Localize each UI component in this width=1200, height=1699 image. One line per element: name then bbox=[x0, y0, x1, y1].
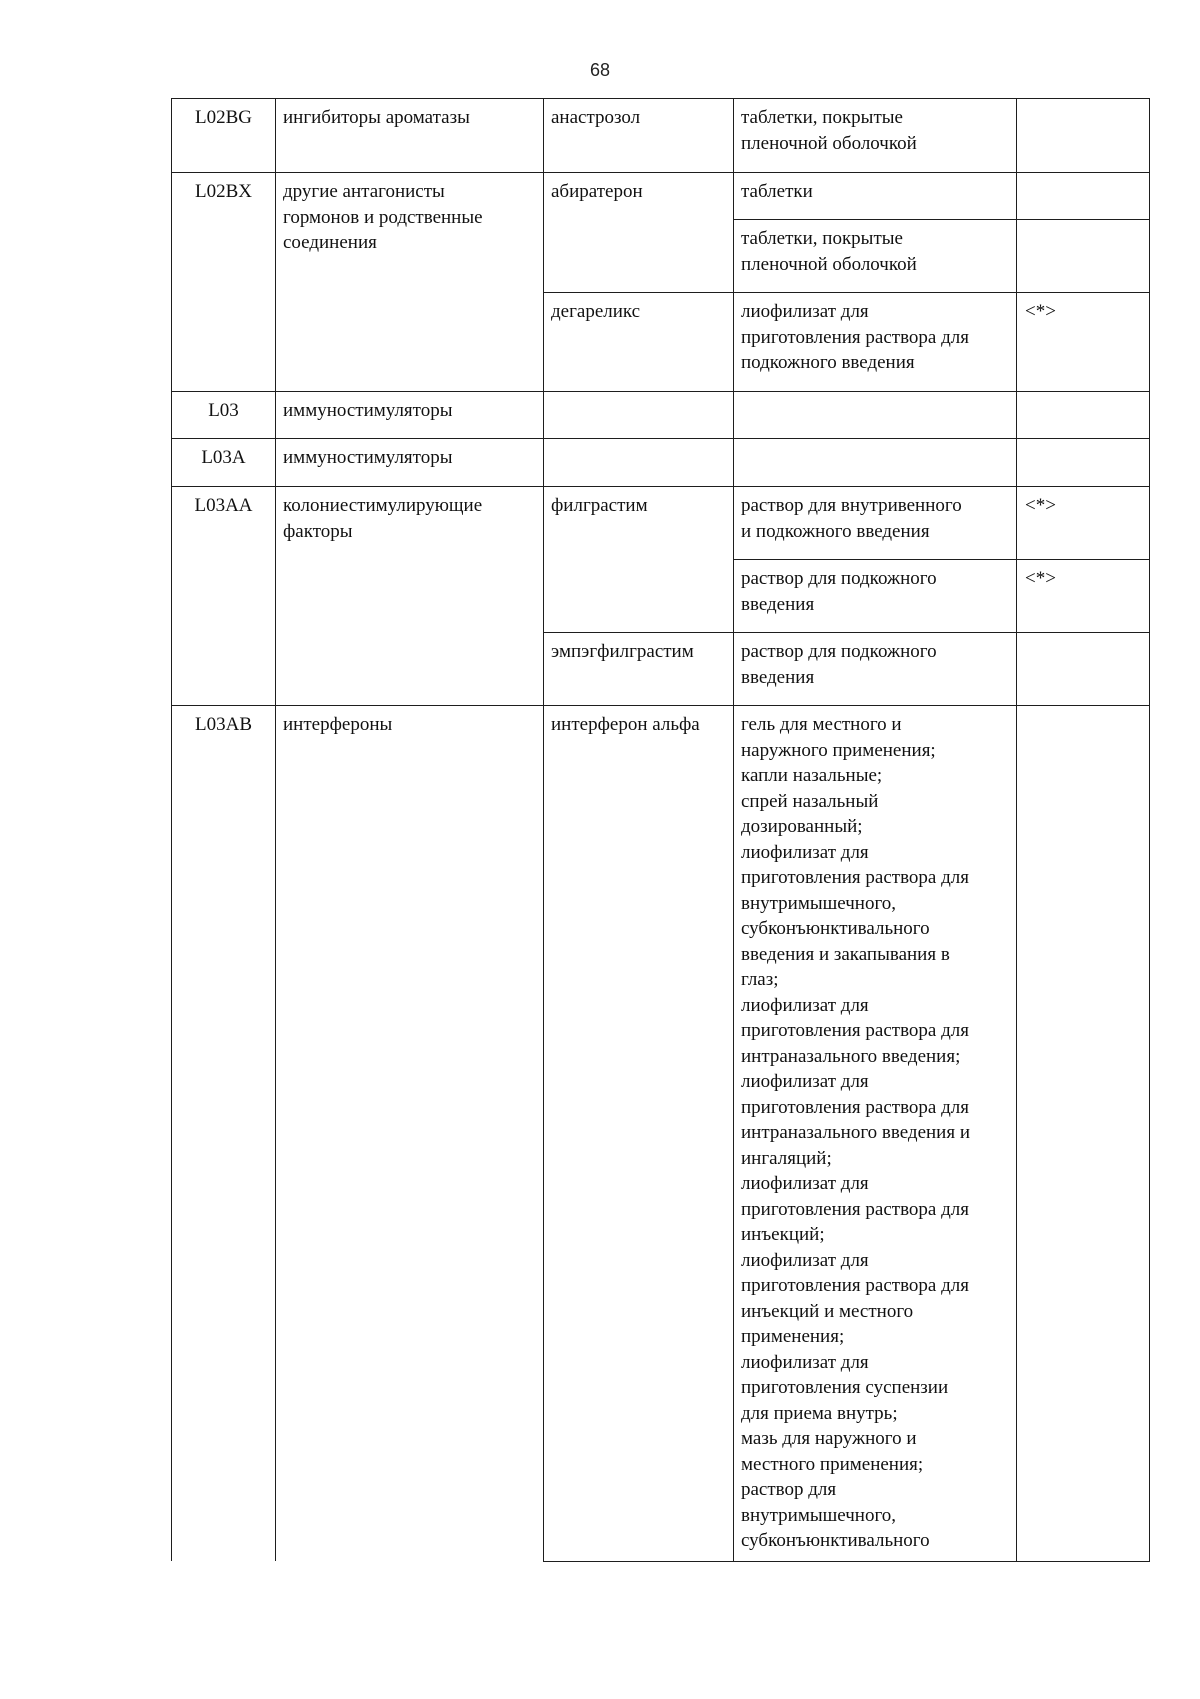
dosage-form: таблетки bbox=[734, 173, 1017, 220]
table-row bbox=[172, 487, 1150, 560]
dosage-form: таблетки, покрытые пленочной оболочкой bbox=[734, 220, 1017, 293]
atc-code: L03 bbox=[172, 392, 276, 439]
group-name: иммуностимуляторы bbox=[276, 439, 544, 487]
dosage-form: раствор для подкожного введения bbox=[734, 560, 1017, 633]
table-row bbox=[172, 439, 1150, 487]
group-name: интерфероны bbox=[276, 706, 544, 1562]
group-name: колониестимулирующие факторы bbox=[276, 487, 544, 706]
group-name: другие антагонисты гормонов и родственные соединения bbox=[276, 173, 544, 392]
atc-code: L03AA bbox=[172, 487, 276, 706]
note bbox=[1017, 706, 1150, 1562]
drug-name: абиратерон bbox=[544, 173, 734, 293]
note: <*> bbox=[1017, 560, 1150, 633]
dosage-form: гель для местного и наружного применения; капли назальные; спрей назальный дозированный; лиофилизат для приготовления раствора для внутримышечного, субконъюнктивального введения и закапывания в глаз; лиофилизат для приготовления раствора для интраназального введения; лиофилизат для приготовления раствора для интраназального введения и ингаляций; лиофилизат для приготовления раствора для инъекций; лиофилизат для приготовления раствора для инъекций и местного применения; лиофилизат для приготовления суспензии для приема внутрь; мазь для наружного и местного применения; раствор для внутримышечного, субконъюнктивального bbox=[734, 706, 1017, 1562]
atc-code: L03AB bbox=[172, 706, 276, 1562]
dosage-form: раствор для подкожного введения bbox=[734, 633, 1017, 706]
drug-name bbox=[544, 392, 734, 439]
note bbox=[1017, 220, 1150, 293]
note bbox=[1017, 392, 1150, 439]
note bbox=[1017, 99, 1150, 173]
table-row bbox=[172, 99, 1150, 173]
dosage-form bbox=[734, 439, 1017, 487]
atc-code: L03A bbox=[172, 439, 276, 487]
drug-name: дегареликс bbox=[544, 293, 734, 392]
group-name: ингибиторы ароматазы bbox=[276, 99, 544, 173]
note: <*> bbox=[1017, 293, 1150, 392]
note bbox=[1017, 173, 1150, 220]
note bbox=[1017, 633, 1150, 706]
drug-name: интерферон альфа bbox=[544, 706, 734, 1562]
table-row bbox=[172, 173, 1150, 220]
page-number: 68 bbox=[589, 60, 611, 80]
atc-code: L02BG bbox=[172, 99, 276, 173]
dosage-form: таблетки, покрытые пленочной оболочкой bbox=[734, 99, 1017, 173]
note bbox=[1017, 439, 1150, 487]
drug-name: филграстим bbox=[544, 487, 734, 633]
note: <*> bbox=[1017, 487, 1150, 560]
table-row bbox=[172, 392, 1150, 439]
drug-list-table bbox=[171, 98, 1150, 1562]
drug-name: эмпэгфилграстим bbox=[544, 633, 734, 706]
atc-code: L02BX bbox=[172, 173, 276, 392]
dosage-form: раствор для внутривенного и подкожного введения bbox=[734, 487, 1017, 560]
drug-name bbox=[544, 439, 734, 487]
dosage-form bbox=[734, 392, 1017, 439]
group-name: иммуностимуляторы bbox=[276, 392, 544, 439]
table-row bbox=[172, 706, 1150, 1562]
drug-name: анастрозол bbox=[544, 99, 734, 173]
dosage-form: лиофилизат для приготовления раствора для подкожного введения bbox=[734, 293, 1017, 392]
